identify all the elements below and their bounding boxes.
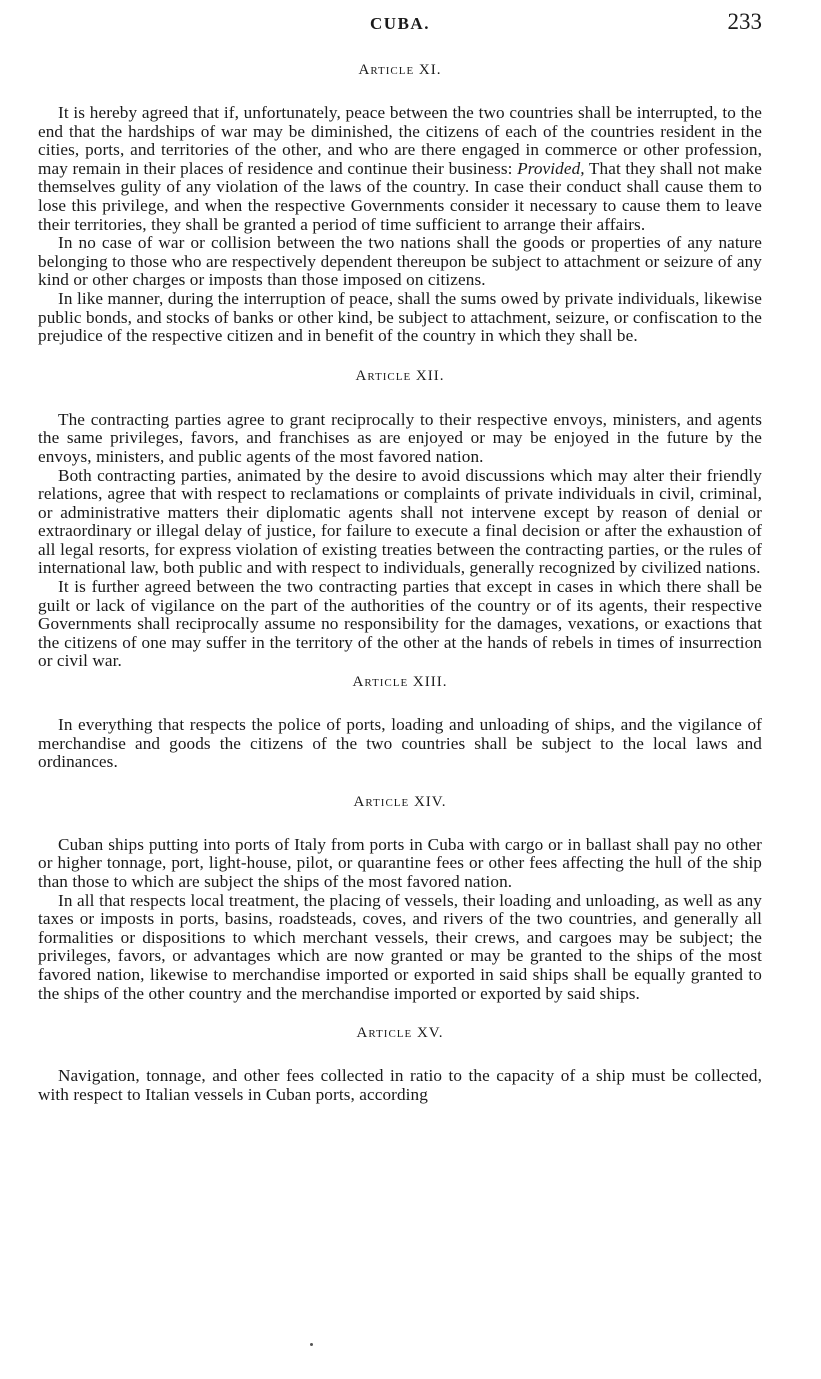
article-11 <box>38 62 762 346</box>
article-heading: Article XIV. <box>353 793 447 810</box>
running-header <box>38 0 762 50</box>
article-heading: Article XV. <box>356 1025 444 1042</box>
article-heading: Article XIII. <box>352 674 448 691</box>
paragraph: In like manner, during the interruption of peace, shall the sums owed by private individuals, likewise public bonds, and stocks of banks or other kind, be subject to attachment, seizure, or confiscation to the prejudice of the respective citizen and in benefit of the country in which they shall be. <box>38 288 762 346</box>
paragraph: In everything that respects the police of ports, loading and unloading of ships, and the vigilance of merchandise and goods the citizens of the two countries shall be subject to the local laws and ordinances. <box>38 715 762 772</box>
italic-term: Provided, <box>517 158 585 178</box>
paragraph: The contracting parties agree to grant reciprocally to their respective envoys, ministers, and agents the same privileges, favors, and franchises as are enjoyed or may be enjoyed in the future by the envoys, ministers, and public agents of the most favored nation. <box>38 409 762 466</box>
paragraph: Cuban ships putting into ports of Italy from ports in Cuba with cargo or in ballast shall pay no other or higher tonnage, port, light-house, pilot, or quarantine fees or other fees affecting the hull of the ship than those to which are subject the ships of the most favored nation. <box>38 834 762 891</box>
paragraph: In all that respects local treatment, the placing of vessels, their loading and unloading, as well as any taxes or imposts in ports, basins, roadsteads, coves, and rivers of the two countries, and generally all formalities or dispositions to which merchant vessels, their crews, and cargoes may be subject; the privileges, favors, or advantages which are now granted or may be granted to the ships of the most favored nation, likewise to merchandise imported or exported in said ships shall be equally granted to the ships of the other country and the merchandise imported or exported by said ships. <box>38 890 762 1003</box>
article-13 <box>38 674 762 772</box>
document-page <box>38 0 762 1104</box>
page-number: 233 <box>727 9 762 34</box>
paragraph: In no case of war or collision between the two nations shall the goods or properties of any nature belonging to those who are respectively dependent thereupon be subject to attachment or seizure of any kind or other charges or imposts than those imposed on citizens. <box>38 233 762 290</box>
paragraph: Both contracting parties, animated by the desire to avoid discussions which may alter their friendly relations, agree that with respect to reclamations or complaints of private individuals in civil, criminal, or administrative matters their diplomatic agents shall not intervene except by reason of denial or extraordinary or illegal delay of justice, for failure to execute a final decision or after the exhaustion of all legal resorts, for express violation of existing treaties between the contracting parties, or the rules of international law, both public and with respect to individuals, generally recognized by civilized nations. <box>38 465 762 578</box>
paragraph: Navigation, tonnage, and other fees collected in ratio to the capacity of a ship must be collected, with respect to Italian vessels in Cuban ports, according <box>38 1066 762 1104</box>
page-speck <box>310 1343 313 1346</box>
article-heading: Article XII. <box>355 367 445 384</box>
article-heading: Article XI. <box>358 62 442 78</box>
paragraph: It is hereby agreed that if, unfortunately, peace between the two countries shall be interrupted, to the end that the hardships of war may be diminished, the citizens of each of the countries resident in the cities, ports, and territories of the other, and who are there engaged in commerce or other profession, may remain in their places of residence and continue their business: Provided, That they shall not make themselves gulity of any violation of the laws of the country. In case their conduct shall cause them to lose this privilege, and when the respective Governments consider it necessary to cause them to leave their territories, they shall be granted a period of time sufficient to arrange their affairs. <box>38 103 763 234</box>
running-title: CUBA. <box>370 14 430 33</box>
article-14 <box>38 794 762 1003</box>
paragraph: It is further agreed between the two contracting parties that except in cases in which there shall be guilt or lack of vigilance on the part of the authorities of the country or of its agents, their respective Governments shall reciprocally assume no responsibility for the damages, vexations, or exactions that the citizens of one may suffer in the territory of the other at the hands of rebels in times of insurrection or civil war. <box>38 577 762 671</box>
article-15 <box>38 1025 762 1104</box>
article-12 <box>38 368 762 671</box>
